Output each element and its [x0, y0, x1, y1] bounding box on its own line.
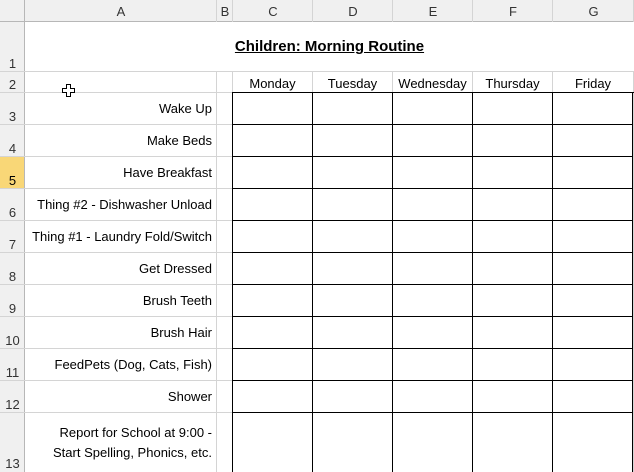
grid-border	[232, 412, 633, 413]
grid-border	[232, 252, 633, 253]
grid-border	[232, 92, 633, 93]
grid-border	[232, 156, 633, 157]
row-header-1[interactable]: 1	[0, 22, 25, 72]
column-header-e[interactable]: E	[393, 0, 473, 22]
task-label[interactable]: FeedPets (Dog, Cats, Fish)	[54, 357, 212, 372]
day-header-tuesday[interactable]: Tuesday	[313, 72, 392, 92]
grid-border	[632, 92, 633, 472]
grid-border	[232, 284, 633, 285]
row-header-12[interactable]: 12	[0, 381, 25, 413]
task-label-line: Report for School at 9:00 -	[59, 424, 212, 440]
row-header-7[interactable]: 7	[0, 221, 25, 253]
grid-border	[472, 92, 473, 472]
grid-border	[232, 124, 633, 125]
column-header-f[interactable]: F	[473, 0, 553, 22]
grid-border	[232, 380, 633, 381]
task-label[interactable]: Brush Hair	[150, 325, 212, 340]
grid-border	[232, 316, 633, 317]
task-label[interactable]: Thing #1 - Laundry Fold/Switch	[32, 229, 212, 244]
row-header-4[interactable]: 4	[0, 125, 25, 157]
row-header-5[interactable]: 5	[0, 157, 25, 189]
task-label[interactable]: Brush Teeth	[142, 293, 212, 308]
schedule-grid[interactable]	[232, 92, 634, 472]
cell-select-cursor-icon	[62, 84, 75, 97]
grid-border	[392, 92, 393, 472]
day-header-monday[interactable]: Monday	[233, 72, 312, 92]
task-label[interactable]: Thing #2 - Dishwasher Unload	[37, 197, 212, 212]
grid-border	[552, 92, 553, 472]
sheet-title[interactable]: Children: Morning Routine	[25, 22, 634, 71]
row-header-10[interactable]: 10	[0, 317, 25, 349]
task-label[interactable]: Get Dressed	[139, 261, 212, 276]
column-header-d[interactable]: D	[313, 0, 393, 22]
day-header-thursday[interactable]: Thursday	[473, 72, 552, 92]
grid-border	[232, 188, 633, 189]
column-header-g[interactable]: G	[553, 0, 634, 22]
grid-border	[312, 92, 313, 472]
select-all-corner[interactable]	[0, 0, 25, 22]
row-header-6[interactable]: 6	[0, 189, 25, 221]
grid-border	[232, 348, 633, 349]
row-header-3[interactable]: 3	[0, 93, 25, 125]
column-header-a[interactable]: A	[25, 0, 217, 22]
grid-border	[232, 92, 233, 472]
task-label[interactable]: Have Breakfast	[123, 165, 212, 180]
row-header-2[interactable]: 2	[0, 72, 25, 93]
row-header-13[interactable]: 13	[0, 413, 25, 472]
grid-border	[232, 220, 633, 221]
day-header-wednesday[interactable]: Wednesday	[393, 72, 472, 92]
task-label-multiline[interactable]	[25, 413, 216, 472]
row-header-11[interactable]: 11	[0, 349, 25, 381]
task-label[interactable]: Make Beds	[146, 133, 212, 148]
row-header-9[interactable]: 9	[0, 285, 25, 317]
task-label-line: Start Spelling, Phonics, etc.	[53, 444, 212, 460]
day-header-friday[interactable]: Friday	[553, 72, 633, 92]
row-header-8[interactable]: 8	[0, 253, 25, 285]
column-header-c[interactable]: C	[233, 0, 313, 22]
column-header-b[interactable]: B	[217, 0, 233, 22]
task-label[interactable]: Shower	[167, 389, 212, 404]
task-label[interactable]: Wake Up	[159, 101, 212, 116]
